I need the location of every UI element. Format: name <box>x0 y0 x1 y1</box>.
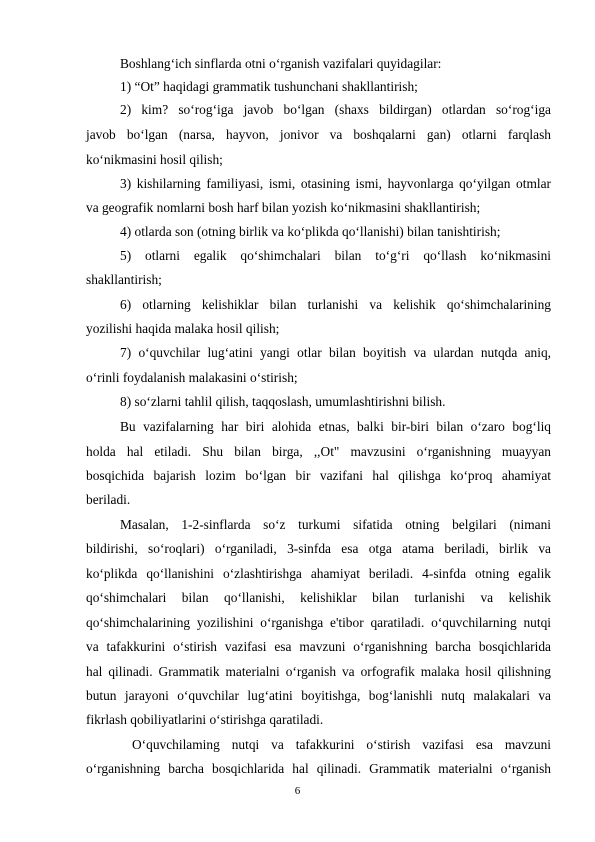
paragraph-line: fikrlash qobiliyatlarini o‘stirishga qaratiladi. <box>86 712 324 727</box>
paragraph-line: o‘rinli foydalanish malakasini o‘stirish; <box>86 370 298 385</box>
paragraph-line: bildirishi, so‘roqlari) o‘rganiladi, 3-sinfda esa otga atama beriladi, birlik va <box>86 541 551 556</box>
list-item-8: 8) so‘zlarni tahlil qilish, taqqoslash, umumlashtirishni bilish. <box>120 394 446 409</box>
paragraph-line: yozilishi haqida malaka hosil qilish; <box>86 321 280 336</box>
list-item-2: 2) kim? so‘rog‘iga javob bo‘lgan (shaxs bildirgan) otlardan so‘rog‘iga <box>120 102 551 117</box>
page-number: 6 <box>294 785 301 797</box>
paragraph-line: qo‘shimchalari bilan qo‘llanishi, kelishiklar bilan turlanishi va kelishik <box>86 590 551 605</box>
list-item-3: 3) kishilarning familiyasi, ismi, otasining ismi, hayvonlarga qo‘yilgan otmlar <box>120 176 551 191</box>
paragraph-line: Bu vazifalarning har biri alohida etnas, balki bir-biri bilan o‘zaro bog‘liq <box>120 419 551 434</box>
list-item-4: 4) otlarda son (otning birlik va ko‘plikda qo‘llanishi) bilan tanishtirish; <box>120 224 501 239</box>
paragraph-line: qo‘shimchalarining yozilishini o‘rganishga e'tibor qaratiladi. o‘quvchilarning nutqi <box>86 615 551 630</box>
paragraph-line: va geografik nomlarni bosh harf bilan yozish ko‘nikmasini shakllantirish; <box>86 200 481 215</box>
paragraph-line: beriladi. <box>86 492 131 507</box>
list-item-1: 1) “Ot” haqidagi grammatik tushunchani shakllantirish; <box>120 79 418 94</box>
paragraph-line: butun jarayoni o‘quvchilar lug‘atini boyitishga, bog‘lanishli nutq malakalari va <box>86 688 551 703</box>
paragraph-line: ko‘nikmasini hosil qilish; <box>86 152 223 167</box>
paragraph-line: bosqichida bajarish lozim bo‘lgan bir vazifani hal qilishga ko‘proq ahamiyat <box>86 468 551 483</box>
paragraph-line: ko‘plikda qo‘llanishini o‘zlashtirishga ahamiyat beriladi. 4-sinfda otning egalik <box>86 566 551 581</box>
paragraph-line: holda hal etiladi. Shu bilan birga, ,,Ot" mavzusini o‘rganishning muayyan <box>86 444 551 459</box>
paragraph-line: va tafakkurini o‘stirish vazifasi esa mavzuni o‘rganishning barcha bosqichlarida <box>86 639 551 654</box>
paragraph-line: Boshlang‘ich sinflarda otni o‘rganish vazifalari quyidagilar: <box>120 56 442 71</box>
list-item-5: 5) otlarni egalik qo‘shimchalari bilan to‘g‘ri qo‘llash ko‘nikmasini <box>120 248 551 263</box>
list-item-7: 7) o‘quvchilar lug‘atini yangi otlar bilan boyitish va ulardan nutqda aniq, <box>120 345 551 360</box>
paragraph-line: O‘quvchilaming nutqi va tafakkurini o‘stirish vazifasi esa mavzuni <box>132 737 551 752</box>
paragraph-line: shakllantirish; <box>86 272 162 287</box>
paragraph-line: o‘rganishning barcha bosqichlarida hal qilinadi. Grammatik materialni o‘rganish <box>86 761 551 776</box>
paragraph-line: hal qilinadi. Grammatik materialni o‘rganish va orfografik malaka hosil qilishning <box>86 664 551 679</box>
paragraph-line: Masalan, 1-2-sinflarda so‘z turkumi sifatida otning belgilari (nimani <box>120 517 551 532</box>
paragraph-line: javob bo‘lgan (narsa, hayvon, jonivor va boshqalarni gan) otlarni farqlash <box>86 127 551 142</box>
list-item-6: 6) otlarning kelishiklar bilan turlanishi va kelishik qo‘shimchalarining <box>120 297 551 312</box>
